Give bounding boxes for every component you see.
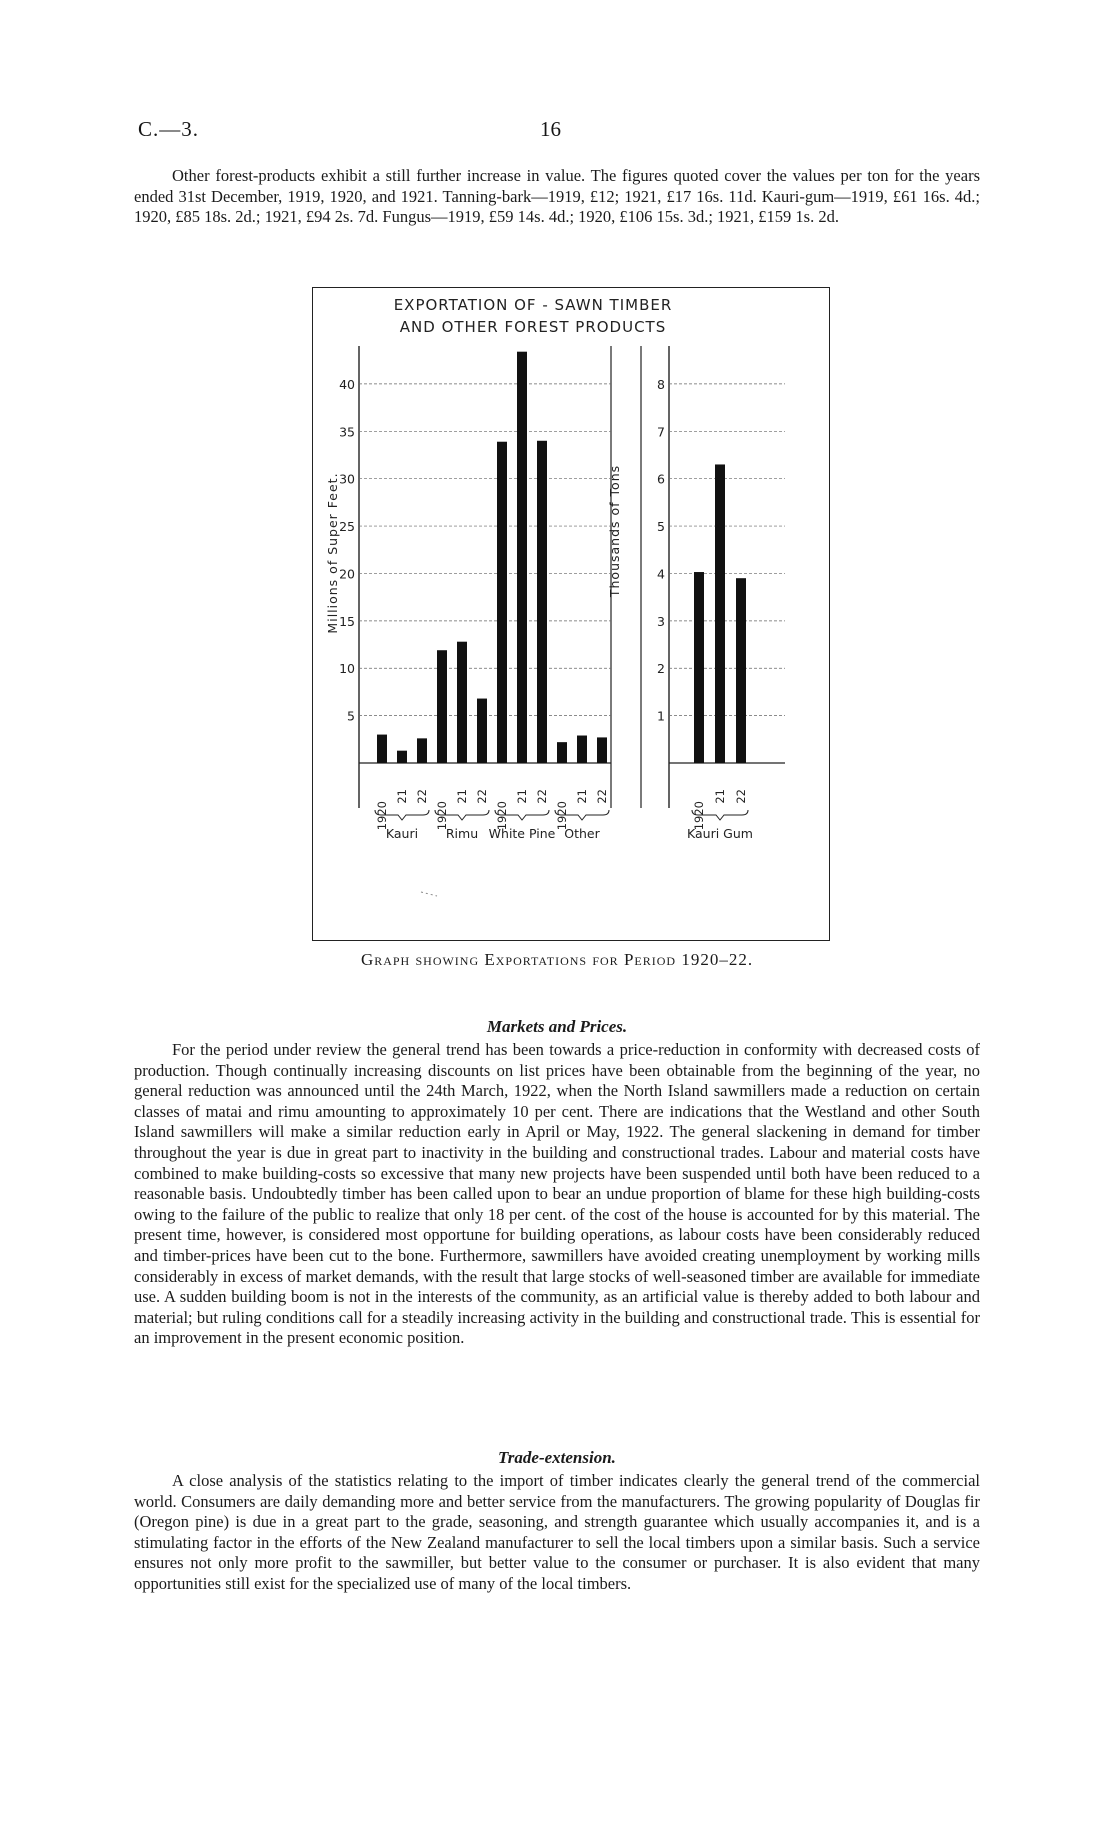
- left-year-label: 22: [475, 789, 489, 804]
- left-bar: [437, 650, 447, 763]
- chart-title-line2: AND OTHER FOREST PRODUCTS: [399, 318, 667, 336]
- left-group-label: Kauri: [385, 826, 419, 841]
- right-tick-label: 2: [657, 661, 665, 677]
- left-year-label: 21: [395, 789, 409, 804]
- left-group-label: Rimu: [445, 826, 479, 841]
- left-year-label: 22: [535, 789, 549, 804]
- right-tick-label: 1: [657, 708, 665, 724]
- section-heading-trade: Trade-extension.: [498, 1448, 616, 1467]
- right-tick-label: 4: [657, 566, 665, 582]
- export-graph-svg: [313, 288, 829, 940]
- right-axis-title: Thousands of Tons: [607, 464, 622, 598]
- markets-paragraph: For the period under review the general trend has been towards a price-reduction in conformity with decreased costs of production. Though continually increasing discounts on list prices have been obtainable from the beginning of the year, no general reduction was announced until the 24th March, 1922, when the North Island sawmillers made a reduction on certain classes of matai and rimu amounting to approximately 10 per cent. There are indications that the Westland and other South Island sawmillers will make a similar reduction early in April or May, 1922. The general slackening in demand for timber throughout the year is due in great part to inactivity in the building and constructional trades. Labour and material costs have combined to make building-costs so excessive that many new projects have been suspended until both have been reduced to a reasonable basis. Undoubtedly timber has been called upon to bear an undue proportion of blame for these high building-costs owing to the failure of the public to realize that only 18 per cent. of the cost of the house is accounted for by this material. The present time, however, is considered most opportune for building operations, as labour costs have been considerably reduced and timber-prices have been cut to the bone. Furthermore, sawmillers have avoided creating unemployment by working mills considerably in excess of market demands, with the result that large stocks of well-seasoned timber are available for immediate use. A sudden building boom is not in the interests of the community, as an artificial value is thereby added to both labour and material; but ruling conditions call for a steadily increasing activity in the building and constructional trade. This is essential for an improvement in the present economic position.: [134, 1040, 980, 1348]
- left-year-label: 1920: [495, 801, 509, 831]
- left-tick-label: 15: [339, 613, 355, 629]
- left-bar: [577, 736, 587, 763]
- right-year-label: 21: [713, 789, 727, 804]
- left-year-label: 1920: [555, 801, 569, 831]
- right-tick-label: 7: [657, 424, 665, 440]
- left-tick-label: 20: [339, 566, 355, 582]
- left-bar: [497, 442, 507, 763]
- right-bar: [694, 572, 704, 763]
- left-bar: [477, 699, 487, 763]
- left-group-label: White Pine: [488, 826, 556, 841]
- left-year-label: 21: [515, 789, 529, 804]
- intro-paragraph: Other forest-products exhibit a still further increase in value. The figures quoted cover the values per ton for the years ended 31st December, 1919, 1920, and 1921. Tanning-bark—1919, £12; 1921, £17 16s. 11d. Kauri-gum—1919, £61 16s. 4d.; 1920, £85 18s. 2d.; 1921, £94 2s. 7d. Fungus—1919, £59 14s. 4d.; 1920, £106 15s. 3d.; 1921, £159 1s. 2d.: [134, 166, 980, 227]
- left-group-label: Other: [564, 826, 600, 841]
- page-header: [0, 117, 1114, 147]
- left-bar: [377, 735, 387, 763]
- right-bar: [715, 464, 725, 763]
- stray-mark: [421, 892, 437, 896]
- right-tick-label: 8: [657, 376, 665, 392]
- left-year-label: 21: [575, 789, 589, 804]
- right-bar: [736, 578, 746, 763]
- figure-caption: [0, 950, 1114, 970]
- caption-text: Graph showing Exportations for Period: [360, 950, 677, 969]
- page-number: 16: [540, 117, 561, 141]
- report-reference: C.—3.: [138, 117, 200, 141]
- left-year-label: 22: [415, 789, 429, 804]
- caption-years: 1920–22.: [681, 950, 754, 969]
- left-bar: [457, 642, 467, 763]
- right-tick-label: 5: [657, 519, 665, 535]
- chart-title-line1: EXPORTATION OF - SAWN TIMBER: [393, 296, 673, 314]
- trade-paragraph: A close analysis of the statistics relating to the import of timber indicates clearly the general trend of the commercial world. Consumers are daily demanding more and better service from the manufacturers. The growing popularity of Douglas fir (Oregon pine) is due in a great part to the grade, seasoning, and strength guarantee which usually accompanies it, and is a stimulating factor in the efforts of the New Zealand manufacturer to sell the local timbers upon a similar basis. Such a service ensures not only more profit to the sawmiller, but better value to the consumer or purchaser. It is also evident that many opportunities still exist for the specialized use of many of the local timbers.: [134, 1471, 980, 1593]
- left-tick-label: 25: [339, 519, 355, 535]
- left-bar: [397, 751, 407, 763]
- right-year-label: 1920: [692, 801, 706, 831]
- left-tick-label: 35: [339, 424, 355, 440]
- left-tick-label: 40: [339, 376, 355, 392]
- left-bar: [537, 441, 547, 763]
- right-panel-marks: [657, 377, 785, 841]
- left-tick-label: 30: [339, 471, 355, 487]
- left-bar: [417, 738, 427, 763]
- export-graph: [312, 287, 830, 941]
- left-bar: [557, 742, 567, 763]
- left-tick-label: 5: [347, 708, 355, 724]
- right-tick-label: 6: [657, 471, 665, 487]
- right-tick-label: 3: [657, 613, 665, 629]
- left-panel-marks: [339, 352, 611, 841]
- section-heading-markets: Markets and Prices.: [486, 1017, 628, 1036]
- right-group-label: Kauri Gum: [687, 826, 753, 841]
- right-year-label: 22: [734, 789, 748, 804]
- left-year-label: 1920: [435, 801, 449, 831]
- left-year-label: 22: [595, 789, 609, 804]
- left-tick-label: 10: [339, 661, 355, 677]
- left-year-label: 1920: [375, 801, 389, 831]
- left-year-label: 21: [455, 789, 469, 804]
- left-bar: [517, 352, 527, 763]
- left-bar: [597, 737, 607, 763]
- left-axis-title: Millions of Super Feet.: [325, 472, 340, 634]
